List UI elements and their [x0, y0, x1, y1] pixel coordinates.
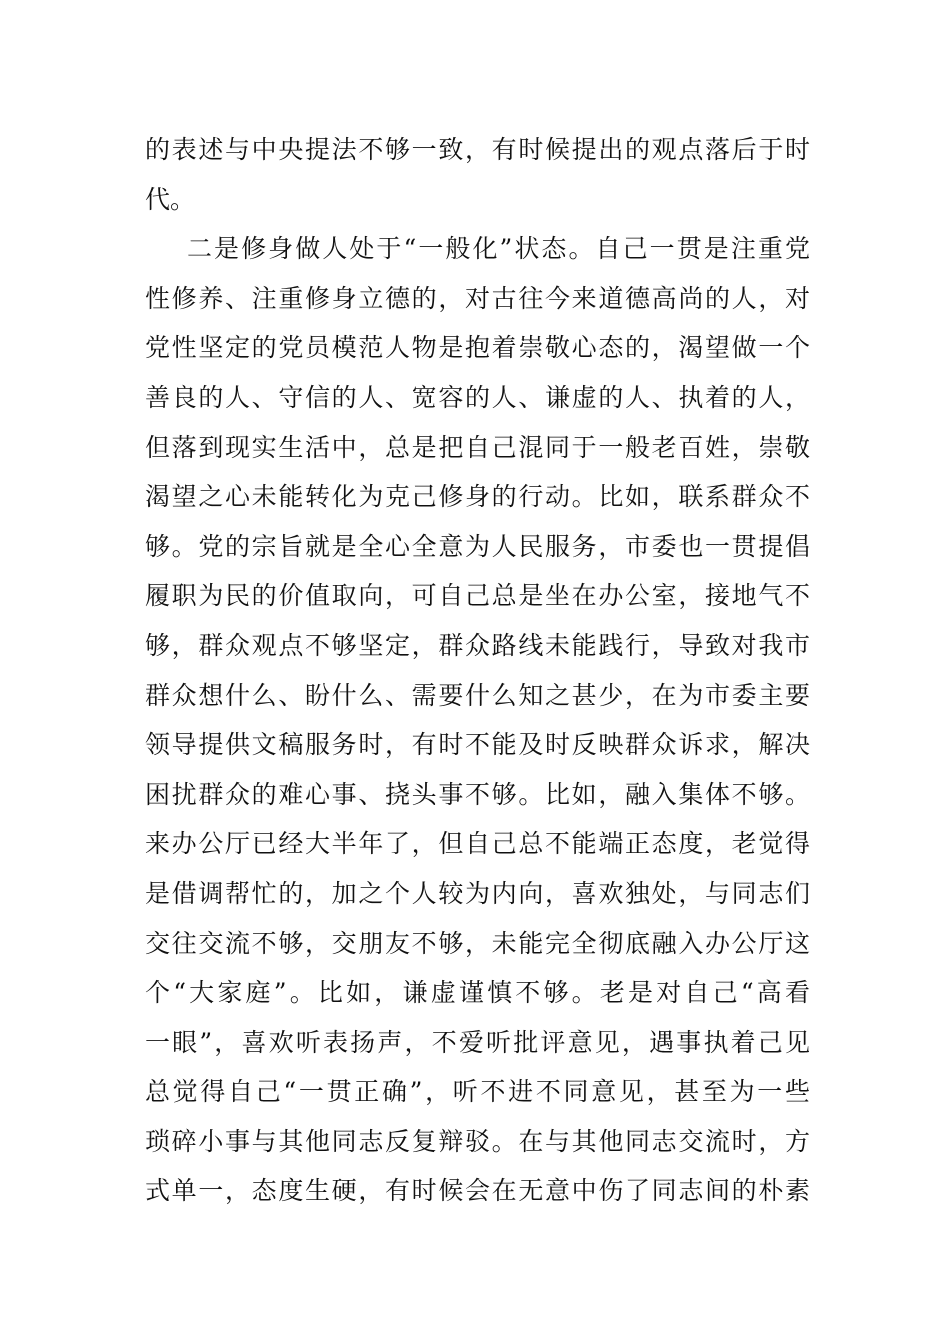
text-line: 群众想什么、盼什么、需要什么知之甚少，在为市委主要 [145, 680, 810, 710]
text-line: 履职为民的价值取向，可自己总是坐在办公室，接地气不 [145, 581, 810, 611]
text-line: 领导提供文稿服务时，有时不能及时反映群众诉求，解决 [145, 730, 810, 760]
text-line: 党性坚定的党员模范人物是抱着崇敬心态的，渴望做一个 [145, 333, 810, 363]
text-line: 渴望之心未能转化为克己修身的行动。比如，联系群众不 [145, 482, 810, 512]
text-line: 性修养、注重修身立德的，对古往今来道德高尚的人，对 [145, 283, 810, 313]
text-line: 交往交流不够，交朋友不够，未能完全彻底融入办公厅这 [145, 928, 810, 958]
body-text [145, 125, 810, 1216]
text-line: 够，群众观点不够坚定，群众路线未能践行，导致对我市 [145, 630, 810, 660]
text-line: 但落到现实生活中，总是把自己混同于一般老百姓，崇敬 [145, 432, 810, 462]
text-line: 式单一，态度生硬，有时候会在无意中伤了同志间的朴素 [145, 1176, 810, 1206]
text-line: 总觉得自己“一贯正确”，听不进不同意见，甚至为一些 [145, 1077, 810, 1107]
text-line: 个“大家庭”。比如，谦虚谨慎不够。老是对自己“高看 [145, 978, 810, 1008]
text-line: 是借调帮忙的，加之个人较为内向，喜欢独处，与同志们 [145, 878, 810, 908]
text-line: 一眼”，喜欢听表扬声，不爱听批评意见，遇事执着己见 [145, 1027, 810, 1057]
text-line: 困扰群众的难心事、挠头事不够。比如，融入集体不够。 [145, 779, 810, 809]
text-line: 来办公厅已经大半年了，但自己总不能端正态度，老觉得 [145, 829, 810, 859]
paragraph-start-line: 二是修身做人处于“一般化”状态。自己一贯是注重党 [187, 234, 810, 264]
text-line: 代。 [145, 184, 196, 214]
text-line: 琐碎小事与其他同志反复辩驳。在与其他同志交流时，方 [145, 1126, 810, 1156]
text-line: 的表述与中央提法不够一致，有时候提出的观点落后于时 [145, 135, 810, 164]
text-line: 够。党的宗旨就是全心全意为人民服务，市委也一贯提倡 [145, 531, 810, 561]
text-line: 善良的人、守信的人、宽容的人、谦虚的人、执着的人， [145, 382, 810, 412]
